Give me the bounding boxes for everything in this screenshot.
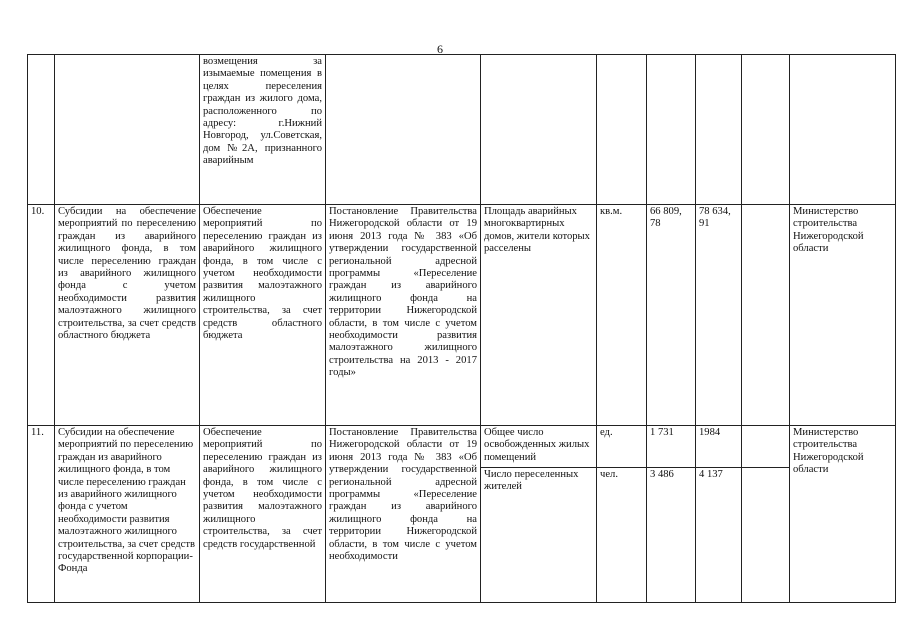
- indicator-value-1: [647, 55, 696, 205]
- table-row: [28, 55, 896, 205]
- indicator-name: Общее число освобожденных жилых помещений: [481, 426, 597, 468]
- indicator-unit: [597, 55, 647, 205]
- indicator-value-2: 1984: [696, 426, 742, 468]
- indicator-value-1: 3 486: [647, 468, 696, 603]
- subsidy-name: [55, 55, 200, 205]
- indicator-value-3: [742, 468, 790, 603]
- legal-basis: Постановление Правительства Нижегородской области от 19 июня 2013 года № 383 «Об утверждении государственной региональной адресной программы «Переселение граждан из аварийного жилищного фонда на территории Нижегородской области, в том числе с учетом необходимости: [326, 426, 481, 603]
- indicator-name: Площадь аварийных многоквартирных домов, жители которых расселены: [481, 205, 597, 426]
- subsidy-name: Субсидии на обеспечение мероприятий по переселению граждан из аварийного жилищного фонда, в том числе переселению граждан из аварийного жилищного фонда с учетом необходимости развития малоэтажного жилищного строительства, за счет средств областного бюджета: [55, 205, 200, 426]
- indicator-value-3: [742, 55, 790, 205]
- indicator-name: [481, 55, 597, 205]
- table-row: [28, 205, 896, 426]
- activity-text: Обеспечение мероприятий по переселению граждан из аварийного жилищного фонда, в том числе с учетом необходимости развития малоэтажного жилищного строительства, за счет средств государственной: [200, 426, 326, 603]
- activity-text: Обеспечение мероприятий по переселению граждан из аварийного жилищного фонда, в том числе с учетом необходимости развития малоэтажного жилищного строительства, за счет средств областного бюджета: [200, 205, 326, 426]
- indicator-name: Число переселенных жителей: [481, 468, 597, 603]
- responsible-body: [790, 55, 896, 205]
- activity-text: возмещения за изымаемые помещения в целях переселения граждан из жилого дома, расположенного по адресу: г.Нижний Новгород, ул.Советская, дом №2А, признанного аварийным: [200, 55, 326, 205]
- indicator-value-2: 4 137: [696, 468, 742, 603]
- indicator-unit: чел.: [597, 468, 647, 603]
- responsible-body: Министерство строительства Нижегородской области: [790, 426, 896, 603]
- table-row: [28, 426, 896, 468]
- indicator-value-1: 66 809, 78: [647, 205, 696, 426]
- row-number: 10.: [28, 205, 55, 426]
- row-number: 11.: [28, 426, 55, 603]
- indicator-value-2: 78 634, 91: [696, 205, 742, 426]
- indicator-value-3: [742, 426, 790, 468]
- program-table: [27, 54, 896, 603]
- indicator-value-2: [696, 55, 742, 205]
- responsible-body: Министерство строительства Нижегородской области: [790, 205, 896, 426]
- legal-basis: [326, 55, 481, 205]
- subsidy-name: Субсидии на обеспечение мероприятий по переселению граждан из аварийного жилищного фонда, в том числе переселению граждан из аварийного жилищного фонда с учетом необходимости развития малоэтажного жилищного строительства, за счет средств государственной корпорации- Фонда: [55, 426, 200, 603]
- indicator-value-3: [742, 205, 790, 426]
- row-number: [28, 55, 55, 205]
- indicator-unit: кв.м.: [597, 205, 647, 426]
- legal-basis: Постановление Правительства Нижегородской области от 19 июня 2013 года № 383 «Об утверждении государственной региональной адресной программы «Переселение граждан из аварийного жилищного фонда на территории Нижегородской области, в том числе с учетом необходимости развития малоэтажного жилищного строительства на 2013 - 2017 годы»: [326, 205, 481, 426]
- page-number: 6: [437, 42, 443, 56]
- indicator-value-1: 1 731: [647, 426, 696, 468]
- indicator-unit: ед.: [597, 426, 647, 468]
